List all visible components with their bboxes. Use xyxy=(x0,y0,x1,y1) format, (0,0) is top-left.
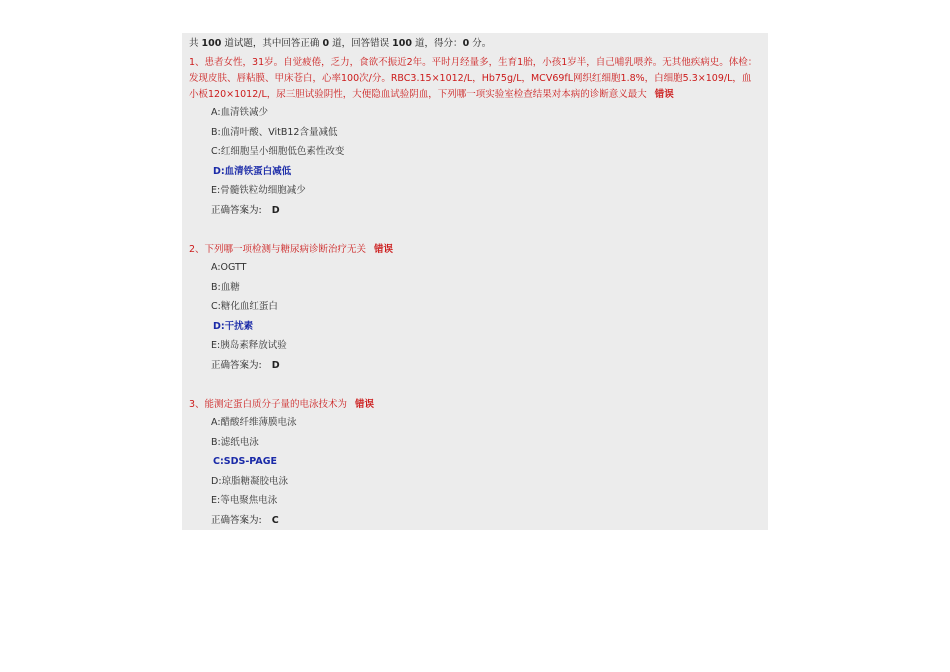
question-text xyxy=(189,242,768,258)
summary-text-3: 道，得分： xyxy=(415,38,463,49)
option-e: E:等电聚焦电泳 xyxy=(211,495,278,506)
option-c: C:红细胞呈小细胞低色素性改变 xyxy=(211,146,345,157)
option-d-selected: D:血清铁蛋白减低 xyxy=(213,165,292,177)
option-b: B:血糖 xyxy=(211,281,240,293)
option-b: B:滤纸电泳 xyxy=(211,436,259,448)
option-a: A:醋酸纤维薄膜电泳 xyxy=(211,417,297,428)
answer-value: D xyxy=(271,204,280,216)
question-stem: 3、能测定蛋白质分子量的电泳技术为 xyxy=(189,399,348,410)
verdict-badge: 错误 xyxy=(374,244,394,255)
option-d-selected: D:干扰素 xyxy=(213,320,254,332)
spacer xyxy=(189,220,768,238)
summary-text-2: 道，回答错误 xyxy=(332,38,390,49)
option-c: C:糖化血红蛋白 xyxy=(211,301,278,312)
answer-value: D xyxy=(271,359,280,371)
correct-answer xyxy=(189,356,768,376)
question-2 xyxy=(189,242,768,375)
summary-suffix: 分。 xyxy=(472,38,492,49)
correct-count: 0 xyxy=(322,38,330,49)
question-stem: 2、下列哪一项检测与糖尿病诊断治疗无关 xyxy=(189,244,367,255)
answer-label: 正确答案为: xyxy=(211,359,262,371)
wrong-count: 100 xyxy=(392,38,413,49)
option-a: A:OGTT xyxy=(211,262,247,273)
verdict-badge: 错误 xyxy=(355,399,375,410)
total-count: 100 xyxy=(201,38,222,49)
spacer xyxy=(189,375,768,393)
question-text xyxy=(189,397,768,413)
option-d: D:琼脂糖凝胶电泳 xyxy=(211,475,289,487)
option-c-selected: C:SDS-PAGE xyxy=(213,456,278,467)
score-value: 0 xyxy=(462,38,470,49)
correct-answer xyxy=(189,201,768,221)
answer-label: 正确答案为: xyxy=(211,514,262,526)
question-stem: 1、患者女性，31岁。自觉疲倦，乏力，食欲不振近2年。平时月经量多，生育1胎，小孩1岁半，自己哺乳喂养。无其他疾病史。体检：发现皮肤、唇粘膜、甲床苍白，心率100次/分。RBC3.15×1012/L，Hb75g/L，MCV69fL网织红细胞1.8%，白细胞5.3×109/L，血小板120×1012/L，尿三胆试验阴性，大便隐血试验阴血，下列哪一项实验室检查结果对本病的诊断意义最大 xyxy=(189,57,758,100)
option-e: E:胰岛素释放试验 xyxy=(211,340,287,351)
question-text xyxy=(189,55,768,103)
question-3 xyxy=(189,397,768,530)
option-e: E:骨髓铁粒幼细胞减少 xyxy=(211,185,306,196)
answer-value: C xyxy=(271,514,279,526)
score-summary xyxy=(189,37,768,51)
correct-answer xyxy=(189,511,768,531)
verdict-badge: 错误 xyxy=(654,89,674,100)
question-1 xyxy=(189,55,768,220)
summary-prefix: 共 xyxy=(189,38,199,49)
exam-results-panel xyxy=(182,33,768,530)
option-b: B:血清叶酸、VitB12含量减低 xyxy=(211,126,338,138)
answer-label: 正确答案为: xyxy=(211,204,262,216)
option-a: A:血清铁减少 xyxy=(211,107,269,118)
summary-text-1: 道试题，其中回答正确 xyxy=(224,38,320,49)
